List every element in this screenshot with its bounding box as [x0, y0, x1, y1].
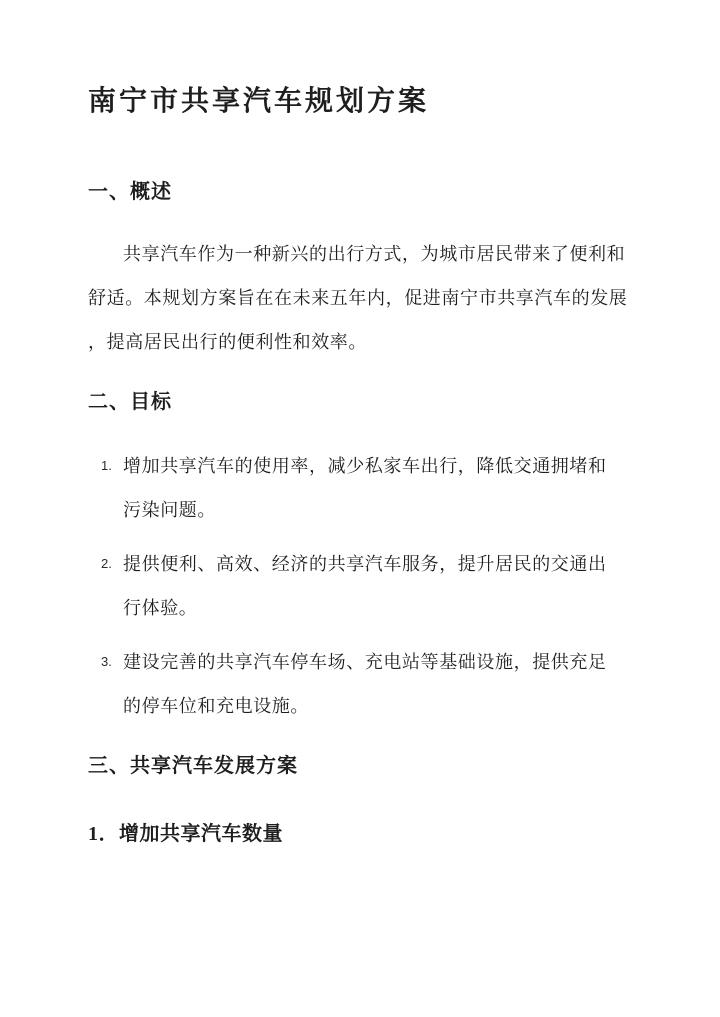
list-item-line: 建设完善的共享汽车停车场、充电站等基础设施，提供充足 — [123, 652, 607, 672]
list-item — [88, 444, 632, 532]
section-heading-overview: 一、概述 — [88, 181, 172, 203]
paragraph-line: ，提高居民出行的便利性和效率。 — [88, 332, 367, 352]
list-marker: 2. — [101, 556, 112, 571]
list-item — [88, 640, 632, 728]
list-item-line: 行体验。 — [123, 598, 198, 618]
subsection-heading-increase-cars: 1．增加共享汽车数量 — [88, 823, 283, 845]
list-item-line: 提供便利、高效、经济的共享汽车服务，提升居民的交通出 — [123, 554, 607, 574]
document-title: 南宁市共享汽车规划方案 — [88, 86, 430, 117]
list-item-line: 的停车位和充电设施。 — [123, 696, 309, 716]
list-item — [88, 542, 632, 630]
section-heading-goals: 二、目标 — [88, 391, 172, 413]
list-item-line: 增加共享汽车的使用率，减少私家车出行，降低交通拥堵和 — [123, 456, 607, 476]
list-marker: 1. — [101, 458, 112, 473]
overview-paragraph — [88, 232, 632, 364]
list-marker: 3. — [101, 654, 112, 669]
section-heading-plan: 三、共享汽车发展方案 — [88, 755, 298, 777]
paragraph-line: 共享汽车作为一种新兴的出行方式，为城市居民带来了便利和 — [123, 244, 626, 264]
paragraph-line: 舒适。本规划方案旨在在未来五年内，促进南宁市共享汽车的发展 — [88, 288, 628, 308]
list-item-line: 污染问题。 — [123, 500, 216, 520]
goal-list — [88, 444, 632, 728]
